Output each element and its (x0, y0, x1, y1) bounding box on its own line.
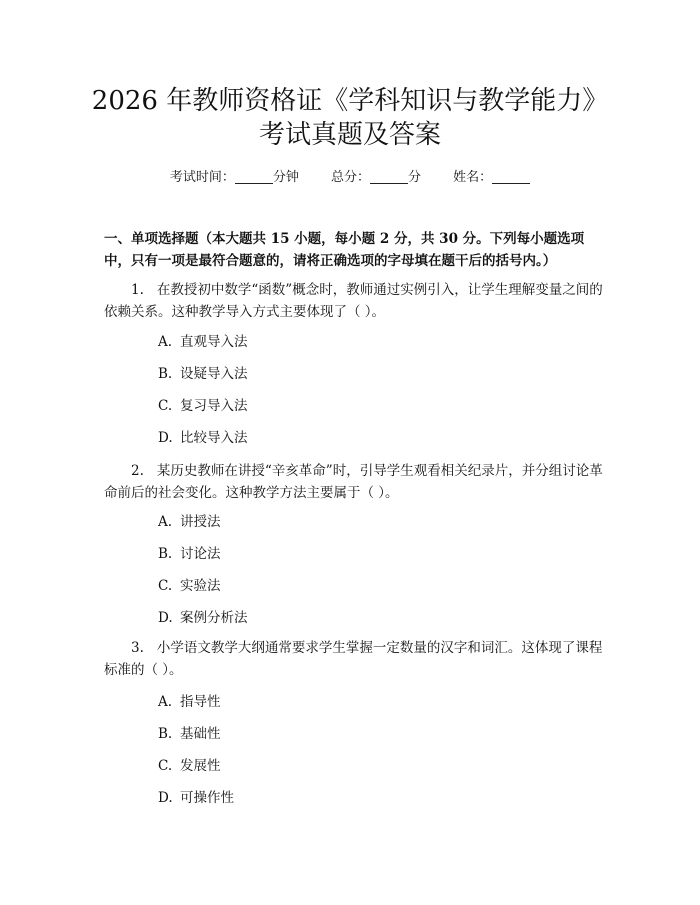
option-letter: A. (158, 514, 173, 530)
question-1-stem (104, 279, 604, 323)
option-letter: A. (158, 334, 173, 350)
question-3-option-b (158, 724, 221, 744)
question-text: 在教授初中数学“函数”概念时，教师通过实例引入，让学生理解变量之间的依赖关系。这种教学导入方式主要体现了（ ）。 (104, 282, 603, 320)
option-text: 比较导入法 (180, 430, 248, 446)
exam-meta (0, 168, 700, 188)
question-number: 1. (131, 282, 144, 298)
question-2-stem (104, 460, 604, 504)
option-text: 基础性 (180, 726, 221, 742)
option-letter: A. (158, 694, 173, 710)
option-text: 可操作性 (180, 790, 234, 806)
question-text: 某历史教师在讲授“辛亥革命”时，引导学生观看相关纪录片，并分组讨论革命前后的社会变化。这种教学方法主要属于（ ）。 (104, 463, 603, 501)
question-2-option-b (158, 544, 221, 564)
option-text: 指导性 (180, 694, 221, 710)
option-letter: B. (158, 726, 173, 742)
question-2-option-c (158, 576, 221, 596)
option-letter: C. (158, 758, 173, 774)
question-3-option-c (158, 756, 221, 776)
question-1-option-d (158, 428, 248, 448)
option-letter: C. (158, 398, 173, 414)
page-title-line-2: 考试真题及答案 (258, 120, 441, 150)
page-title-line-1: 2026 年教师资格证《学科知识与教学能力》 (91, 86, 609, 116)
option-letter: B. (158, 546, 173, 562)
option-letter: C. (158, 578, 173, 594)
exam-time-label: 考试时间： (169, 170, 235, 185)
question-text: 小学语文教学大纲通常要求学生掌握一定数量的汉字和词汇。这体现了课程标准的（ ）。 (104, 640, 603, 678)
option-text: 讲授法 (180, 514, 221, 530)
section-heading: 一、单项选择题（本大题共 15 小题，每小题 2 分，共 30 分。下列每小题选项中，只有一项是最符合题意的，请将正确选项的字母填在题干后的括号内。） (104, 231, 585, 269)
option-text: 设疑导入法 (180, 366, 248, 382)
student-name-label: 姓名： (453, 170, 493, 185)
option-text: 复习导入法 (180, 398, 248, 414)
total-score-label: 总分： (330, 170, 370, 185)
question-2-option-d (158, 608, 248, 628)
option-text: 实验法 (180, 578, 221, 594)
option-text: 直观导入法 (180, 334, 248, 350)
total-score-blank (370, 169, 408, 184)
option-letter: D. (158, 430, 173, 446)
question-1-option-b (158, 364, 248, 384)
question-2-option-a (158, 512, 221, 532)
option-text: 讨论法 (180, 546, 221, 562)
option-letter: D. (158, 610, 173, 626)
question-number: 2. (131, 463, 144, 479)
option-text: 发展性 (180, 758, 221, 774)
question-3-option-a (158, 692, 221, 712)
total-score (331, 170, 421, 185)
question-3-option-d (158, 788, 234, 808)
student-name (453, 170, 530, 185)
exam-time-blank (235, 169, 273, 184)
option-letter: D. (158, 790, 173, 806)
question-1-option-a (158, 332, 248, 352)
option-letter: B. (158, 366, 173, 382)
question-1-option-c (158, 396, 248, 416)
option-text: 案例分析法 (180, 610, 248, 626)
exam-time-unit: 分钟 (272, 170, 299, 185)
question-number: 3. (131, 640, 144, 656)
question-3-stem (104, 637, 604, 681)
total-score-unit: 分 (408, 170, 422, 185)
student-name-blank (492, 169, 530, 184)
exam-time (170, 170, 299, 185)
